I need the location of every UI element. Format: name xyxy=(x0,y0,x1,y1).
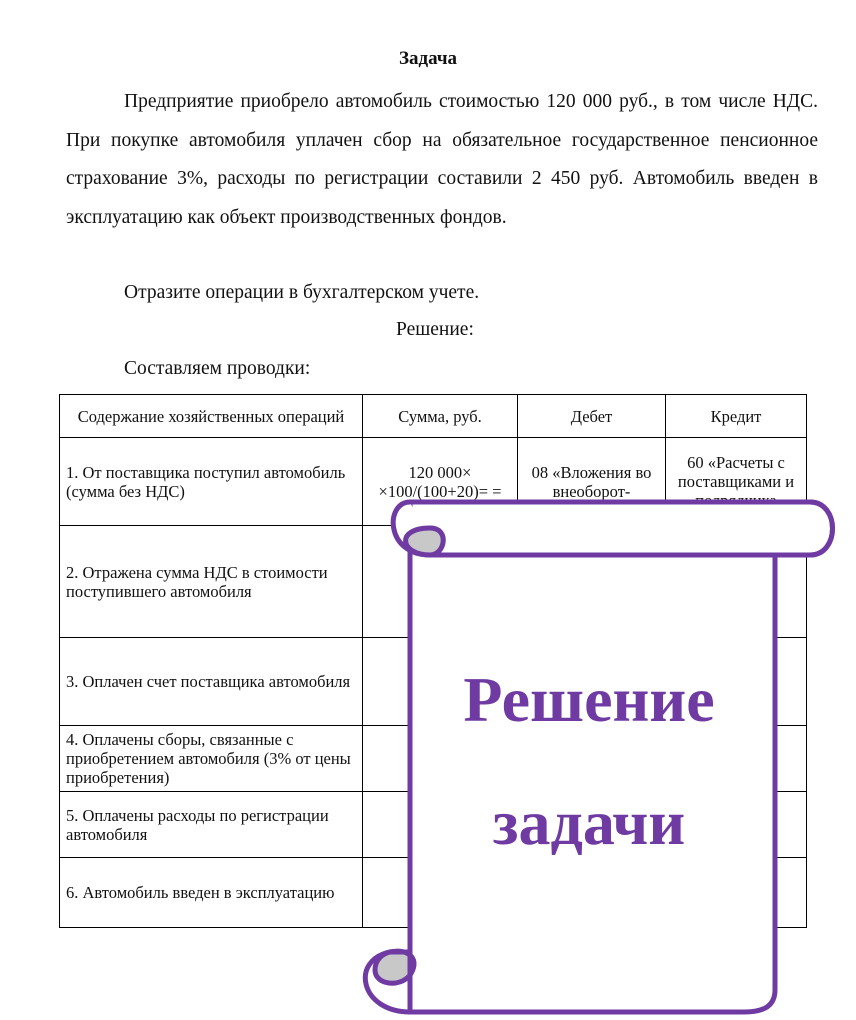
scroll-icon xyxy=(340,490,845,1015)
row-credit: 60 «Расчеты с поставщиками и xyxy=(666,438,807,526)
task-title: Задача xyxy=(398,48,458,69)
row-operation: 6. Автомобиль введен в эксплуатацию xyxy=(60,858,363,928)
solution-scroll-banner[interactable] xyxy=(340,490,845,1015)
task-instruction: Отразите операции в бухгалтерском учете. xyxy=(124,282,480,303)
solution-heading: Решение: xyxy=(396,319,474,340)
header-sum: Сумма, руб. xyxy=(363,395,518,438)
row-operation: 2. Отражена сумма НДС в стоимости поступившего автомобиля xyxy=(60,526,363,638)
scroll-title-line2: задачи xyxy=(492,787,686,858)
table-header-row xyxy=(60,395,807,438)
row-operation: 4. Оплачены сборы, связанные с приобретением автомобиля (3% от цены приобретения) xyxy=(60,726,363,792)
task-text: Предприятие приобрело автомобиль стоимостью 120 000 руб., в том числе НДС. При покупке автомобиля уплачен сбор на обязательное государственное пенсионное страхование 3%, расходы по регистрации составили 2 450 руб. Автомобиль введен в эксплуатацию как объект производственных фондов. xyxy=(66,91,818,228)
header-debit: Дебет xyxy=(518,395,666,438)
row-operation: 1. От поставщика поступил автомобиль (сумма без НДС) xyxy=(60,438,363,526)
header-credit: Кредит xyxy=(666,395,807,438)
header-operation: Содержание хозяйственных операций xyxy=(60,395,363,438)
solution-intro: Составляем проводки: xyxy=(124,358,311,379)
row-sum: 120 000× ×100/(100+20)= = xyxy=(363,438,518,526)
row-operation: 3. Оплачен счет поставщика автомобиля xyxy=(60,638,363,726)
row-debit: 08 «Вложения во внеоборот- xyxy=(518,438,666,526)
row-operation: 5. Оплачены расходы по регистрации автомобиля xyxy=(60,792,363,858)
scroll-title-line1: Решение xyxy=(463,664,715,735)
